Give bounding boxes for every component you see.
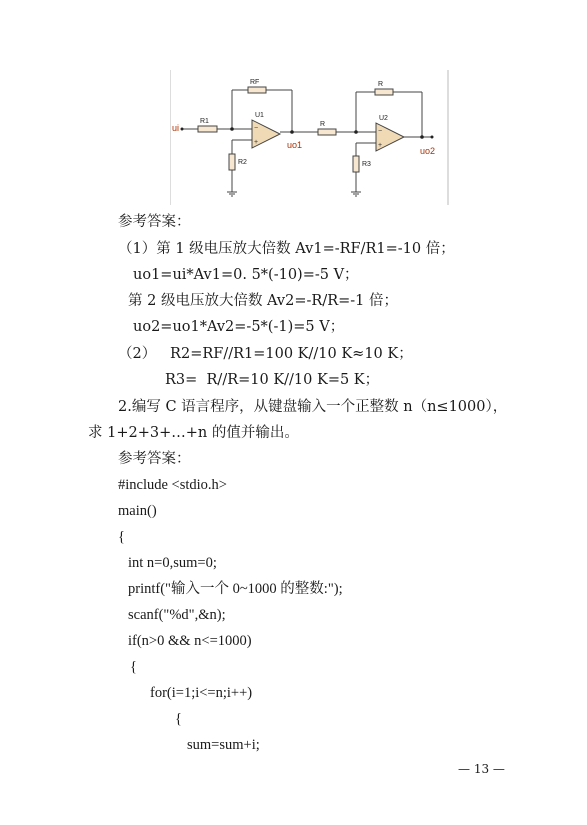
label-ui: ui (172, 123, 180, 133)
page-number: — 13 — (458, 762, 505, 776)
code-line-printf: printf("输入一个 0~1000 的整数:"); (128, 581, 343, 597)
code-line-if: if(n>0 && n<=1000) (128, 633, 252, 649)
svg-text:−: − (254, 125, 259, 132)
code-line-sum: sum=sum+i; (187, 737, 260, 753)
answer-line-gain2: 第 2 级电压放大倍数 Av2=-R/R=-1 倍； (128, 293, 399, 309)
code-line-main: main() (118, 503, 157, 519)
svg-text:−: − (378, 128, 383, 135)
answer-heading-1: 参考答案： (118, 214, 191, 230)
label-r3: R3 (362, 161, 371, 168)
label-u1: U1 (255, 112, 264, 119)
question-2-line-1: 2.编写 C 语言程序，从键盘输入一个正整数 n（n≤1000）， (118, 399, 508, 415)
question-2-line-2: 求 1+2+3+…+n 的值并输出。 (88, 425, 299, 441)
answer-heading-2: 参考答案： (118, 451, 191, 467)
code-line-brace-if: { (130, 659, 137, 675)
label-r-mid: R (320, 121, 326, 128)
label-rf: RF (250, 79, 260, 86)
code-line-brace-open: { (118, 529, 125, 545)
circuit-diagram (170, 70, 450, 205)
label-r-fb2: R (378, 81, 384, 88)
label-uo1: uo1 (287, 140, 303, 150)
code-line-decl: int n=0,sum=0; (128, 555, 217, 571)
answer-line-uo1: uo1=ui*Av1=0. 5*(-10)=-5 V； (133, 267, 359, 283)
answer-line-r3: R3= R//R=10 K//10 K=5 K； (165, 372, 380, 388)
code-line-brace-for: { (175, 711, 182, 727)
code-line-scanf: scanf("%d",&n); (128, 607, 226, 623)
label-r2: R2 (238, 159, 247, 166)
answer-line-gain1: （1）第 1 级电压放大倍数 Av1=-RF/R1=-10 倍； (118, 241, 455, 257)
svg-text:+: + (254, 139, 259, 146)
label-r1: R1 (200, 118, 209, 125)
answer-line-r2: （2） R2=RF//R1=100 K//10 K≈10 K； (118, 346, 413, 362)
label-u2: U2 (379, 115, 388, 122)
answer-line-uo2: uo2=uo1*Av2=-5*(-1)=5 V； (133, 319, 345, 335)
svg-text:+: + (378, 142, 383, 149)
code-line-for: for(i=1;i<=n;i++) (150, 685, 253, 701)
label-uo2: uo2 (420, 146, 436, 156)
code-line-include: #include <stdio.h> (118, 477, 227, 493)
